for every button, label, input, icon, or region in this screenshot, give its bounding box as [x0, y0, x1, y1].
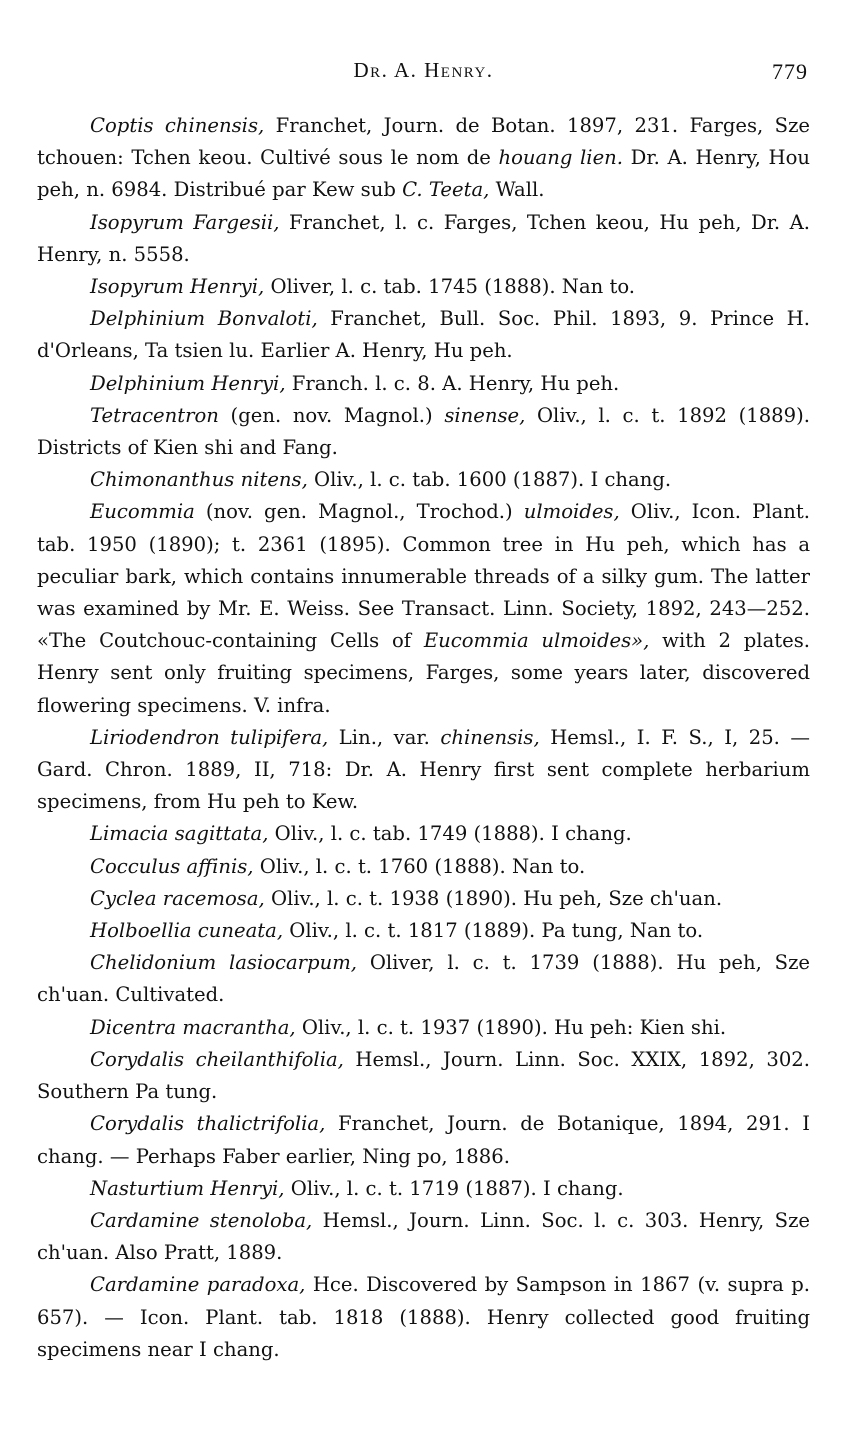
entry-list	[37, 110, 810, 1366]
species-entry	[37, 851, 810, 883]
species-entry	[37, 1108, 810, 1172]
entry-text: Oliver, l. c. t. 1739 (1888). Hu peh, Sze ch'uan. Cultivated.	[37, 951, 810, 1007]
species-name: Cardamine paradoxa,	[90, 1273, 306, 1297]
species-entry	[37, 1269, 810, 1366]
page-header	[37, 58, 810, 92]
entry-text: Hemsl., Journ. Linn. Soc. l. c. 303. Henry, Sze ch'uan. Also Pratt, 1889.	[37, 1208, 810, 1265]
species-name: Liriodendron tulipifera,	[90, 725, 329, 749]
species-entry	[37, 207, 810, 271]
entry-text: Oliver, l. c. tab. 1745 (1888). Nan to.	[264, 275, 636, 299]
species-entry	[37, 818, 810, 850]
species-entry	[37, 915, 810, 947]
species-name: Delphinium Bonvaloti,	[90, 307, 318, 331]
species-name: Tetracentron	[90, 403, 219, 427]
species-name: Cocculus affinis,	[90, 854, 254, 878]
entry-text: Wall.	[489, 178, 545, 202]
running-head: Dr. A. Henry.	[353, 58, 494, 82]
entry-text: Hce. Discovered by Sampson in 1867 (v. supra p. 657). — Icon. Plant. tab. 1818 (1888). Henry collected good fruiting specimens near I chang.	[37, 1273, 811, 1361]
entry-text: Oliv., l. c. t. 1719 (1887). I chang.	[284, 1176, 624, 1200]
species-name: Isopyrum Fargesii,	[90, 210, 280, 234]
species-entry	[37, 947, 810, 1011]
book-page	[37, 58, 810, 1366]
entry-text: Franchet, Journ. de Botan. 1897, 231. Farges, Sze tchouen: Tchen keou. Cultivé sous le nom de	[37, 114, 810, 170]
species-name: Delphinium Henryi,	[90, 371, 286, 395]
species-entry	[37, 110, 810, 207]
species-name: Eucommia ulmoides»,	[423, 629, 650, 653]
species-entry	[37, 303, 810, 367]
species-name: sinense,	[444, 403, 526, 427]
entry-text: Oliv., l. c. t. 1937 (1890). Hu peh: Kien shi.	[295, 1015, 727, 1039]
species-name: Dicentra macrantha,	[90, 1015, 296, 1039]
entry-text: (nov. gen. Magnol., Trochod.)	[194, 500, 524, 524]
species-name: C. Teeta,	[402, 178, 490, 202]
entry-text: Hemsl., Journ. Linn. Soc. XXIX, 1892, 302. Southern Pa tung.	[37, 1047, 810, 1104]
entry-text: Oliv., l. c. t. 1938 (1890). Hu peh, Sze ch'uan.	[264, 886, 723, 910]
entry-text: Lin., var.	[328, 725, 441, 749]
page-number: 779	[772, 59, 808, 84]
species-name: chinensis,	[440, 725, 540, 749]
species-entry	[37, 1205, 810, 1269]
entry-text: Oliv., l. c. t. 1817 (1889). Pa tung, Nan to.	[283, 919, 704, 943]
species-name: Cardamine stenoloba,	[90, 1208, 313, 1232]
entry-text: Franchet, l. c. Farges, Tchen keou, Hu peh, Dr. A. Henry, n. 5558.	[37, 210, 811, 266]
species-name: Coptis chinensis,	[90, 114, 265, 137]
species-name: Corydalis cheilanthifolia,	[90, 1047, 344, 1071]
species-entry	[37, 883, 810, 915]
species-entry	[37, 368, 810, 400]
entry-text: Oliv., l. c. tab. 1749 (1888). I chang.	[268, 822, 632, 846]
species-entry	[37, 464, 810, 496]
species-name: Limacia sagittata,	[90, 822, 269, 846]
entry-text: (gen. nov. Magnol.)	[218, 403, 445, 427]
species-name: Chimonanthus nitens,	[90, 468, 308, 492]
species-entry	[37, 1044, 810, 1108]
entry-text: Franchet, Bull. Soc. Phil. 1893, 9. Prince H. d'Orleans, Ta tsien lu. Earlier A. Henry, Hu peh.	[37, 307, 810, 363]
entry-text: Oliv., l. c. tab. 1600 (1887). I chang.	[307, 468, 672, 492]
entry-text: Oliv., Icon. Plant. tab. 1950 (1890); t. 2361 (1895). Common tree in Hu peh, which has a peculiar bark, which contains innumerable threads of a silky gum. The latter was examined by Mr. E. Weiss. See Transact. Linn. Society, 1892, 243—252. «The Coutchouc-containing Cells of	[37, 500, 810, 653]
species-name: Eucommia	[90, 500, 195, 524]
species-entry	[37, 496, 810, 721]
species-name: Isopyrum Henryi,	[90, 275, 265, 299]
species-entry	[37, 271, 810, 303]
species-name: houang lien.	[498, 146, 624, 170]
species-name: Holboellia cuneata,	[90, 919, 284, 943]
entry-text: with 2 plates. Henry sent only fruiting specimens, Farges, some years later, discovered flowering specimens. V. infra.	[37, 629, 810, 717]
species-entry	[37, 1173, 810, 1205]
entry-text: Franch. l. c. 8. A. Henry, Hu peh.	[285, 371, 620, 395]
species-name: ulmoides,	[523, 500, 620, 524]
species-name: Corydalis thalictrifolia,	[90, 1112, 326, 1136]
entry-text: Oliv., l. c. t. 1760 (1888). Nan to.	[253, 854, 586, 878]
entry-text: Franchet, Journ. de Botanique, 1894, 291. I chang. — Perhaps Faber earlier, Ning po, 1886.	[37, 1112, 810, 1168]
species-name: Cyclea racemosa,	[90, 886, 265, 910]
species-entry	[37, 722, 810, 819]
entry-text: Oliv., l. c. t. 1892 (1889). Districts of Kien shi and Fang.	[37, 403, 810, 460]
entry-text: Hemsl., I. F. S., I, 25. — Gard. Chron. 1889, II, 718: Dr. A. Henry first sent complete herbarium specimens, from Hu peh to Kew.	[37, 725, 811, 814]
species-name: Nasturtium Henryi,	[90, 1176, 285, 1200]
species-entry	[37, 1012, 810, 1044]
species-name: Chelidonium lasiocarpum,	[90, 951, 358, 975]
species-entry	[37, 400, 810, 464]
entry-text: Dr. A. Henry, Hou peh, n. 6984. Distribué par Kew sub	[37, 146, 810, 202]
